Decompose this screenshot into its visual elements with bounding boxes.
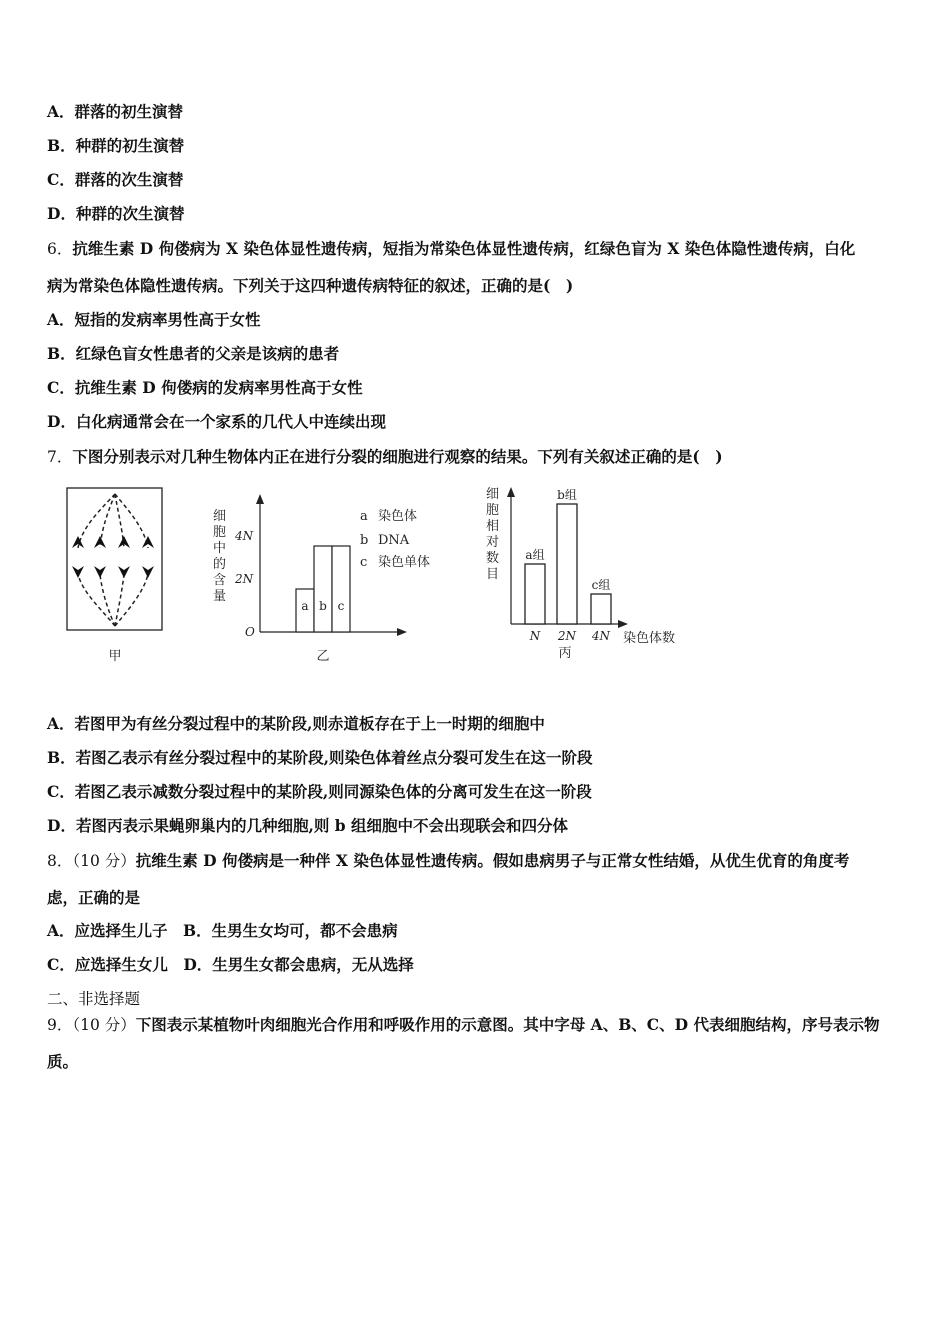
q7-stem-text: 下图分别表示对几种生物体内正在进行分裂的细胞进行观察的结果。下列有关叙述正确的是( ) [72, 447, 723, 466]
q5-option-c: C．群落的次生演替 [47, 170, 184, 189]
q6-stem-line1 [47, 239, 855, 259]
q5-option-a: A．群落的初生演替 [47, 102, 184, 121]
q6-option-d: D．白化病通常会在一个家系的几代人中连续出现 [47, 412, 386, 431]
bing-tick-2: 4N [591, 629, 611, 643]
q6-stem-line2: 病为常染色体隐性遗传病。下列关于这四种遗传病特征的叙述，正确的是( ) [47, 276, 574, 295]
yi-bar-label-1: b [319, 599, 327, 613]
bing-bar-0 [525, 564, 545, 624]
q9-stem-line2: 质。 [47, 1052, 79, 1071]
yi-tick-2n: 2N [235, 572, 254, 586]
q6-option-a: A．短指的发病率男性高于女性 [47, 310, 261, 329]
bing-tick-0: N [529, 629, 541, 643]
bing-bar-label-2: c组 [591, 578, 611, 592]
q8-stem-line1 [47, 851, 849, 871]
spindle-fibers [78, 494, 148, 626]
q8-stem-line2: 虑，正确的是 [47, 888, 141, 907]
figure-bing-label: 丙 [558, 646, 572, 661]
q9-stem-text: 下图表示某植物叶肉细胞光合作用和呼吸作用的示意图。其中字母 A、B、C、D 代表细胞结构，序号表示物 [135, 1015, 880, 1034]
q6-number: 6． [47, 240, 73, 258]
q6-stem-text: 抗维生素 D 佝偻病为 X 染色体显性遗传病，短指为常染色体显性遗传病，红绿色盲为 X 染色体隐性遗传病，白化 [72, 239, 856, 258]
q9-score: （10 分） [72, 1016, 136, 1034]
q8-number: 8． [47, 852, 73, 870]
yi-bar-1 [314, 546, 332, 632]
q7-option-a: A．若图甲为有丝分裂过程中的某阶段,则赤道板存在于上一时期的细胞中 [47, 714, 545, 733]
q7-option-c: C．若图乙表示减数分裂过程中的某阶段,则同源染色体的分离可发生在这一阶段 [47, 782, 592, 801]
yi-tick-4n: 4N [235, 529, 254, 543]
yi-x-arrow [397, 628, 407, 636]
q8-stem-text: 抗维生素 D 佝偻病是一种伴 X 染色体显性遗传病。假如患病男子与正常女性结婚，从优生优育的角度考 [135, 851, 850, 870]
q8-options-row1: A．应选择生儿子 B．生男生女均可，都不会患病 [47, 921, 398, 940]
bing-bar-1 [557, 504, 577, 624]
q8-options-row2: C．应选择生女儿 D．生男生女都会患病，无从选择 [47, 955, 414, 974]
figure-jia-label: 甲 [108, 649, 122, 664]
q7-stem [47, 447, 723, 467]
chromosomes-upper [72, 536, 154, 548]
q6-option-b: B．红绿色盲女性患者的父亲是该病的患者 [47, 344, 340, 363]
bing-bar-2 [591, 594, 611, 624]
bing-y-arrow [507, 487, 515, 497]
cell-outline [67, 488, 162, 630]
figure-bing [478, 482, 698, 667]
q8-score: （10 分） [72, 852, 136, 870]
bing-x-arrow [618, 620, 628, 628]
q9-number: 9． [47, 1016, 73, 1034]
q9-stem-line1 [47, 1015, 879, 1035]
q7-option-d: D．若图丙表示果蝇卵巢内的几种细胞,则 b 组细胞中不会出现联会和四分体 [47, 816, 568, 835]
yi-ylabel: 细 胞 中 的 含 量 [213, 509, 227, 604]
q7-option-b: B．若图乙表示有丝分裂过程中的某阶段,则染色体着丝点分裂可发生在这一阶段 [47, 748, 593, 767]
yi-bar-label-0: a [301, 599, 309, 613]
yi-legend: a 染色体 b DNA c 染色单体 [360, 509, 431, 570]
figure-yi [205, 482, 450, 667]
q5-option-d: D．种群的次生演替 [47, 204, 185, 223]
bing-tick-1: 2N [557, 629, 577, 643]
q6-option-c: C．抗维生素 D 佝偻病的发病率男性高于女性 [47, 378, 363, 397]
yi-bar-label-2: c [337, 599, 345, 613]
bing-bar-label-1: b组 [557, 488, 577, 502]
chromosomes-lower [72, 566, 154, 578]
bing-ylabel: 细 胞 相 对 数 目 [486, 487, 500, 582]
yi-bar-2 [332, 546, 350, 632]
figure-yi-label: 乙 [316, 649, 330, 664]
q7-number: 7． [47, 448, 73, 466]
figure-jia [60, 482, 170, 667]
yi-y-arrow [256, 494, 264, 504]
section-heading: 二、非选择题 [47, 990, 141, 1008]
bing-bar-label-0: a组 [525, 548, 545, 562]
bing-xlabel: 染色体数 [623, 631, 676, 646]
q5-option-b: B．种群的初生演替 [47, 136, 185, 155]
yi-origin: O [245, 625, 255, 639]
